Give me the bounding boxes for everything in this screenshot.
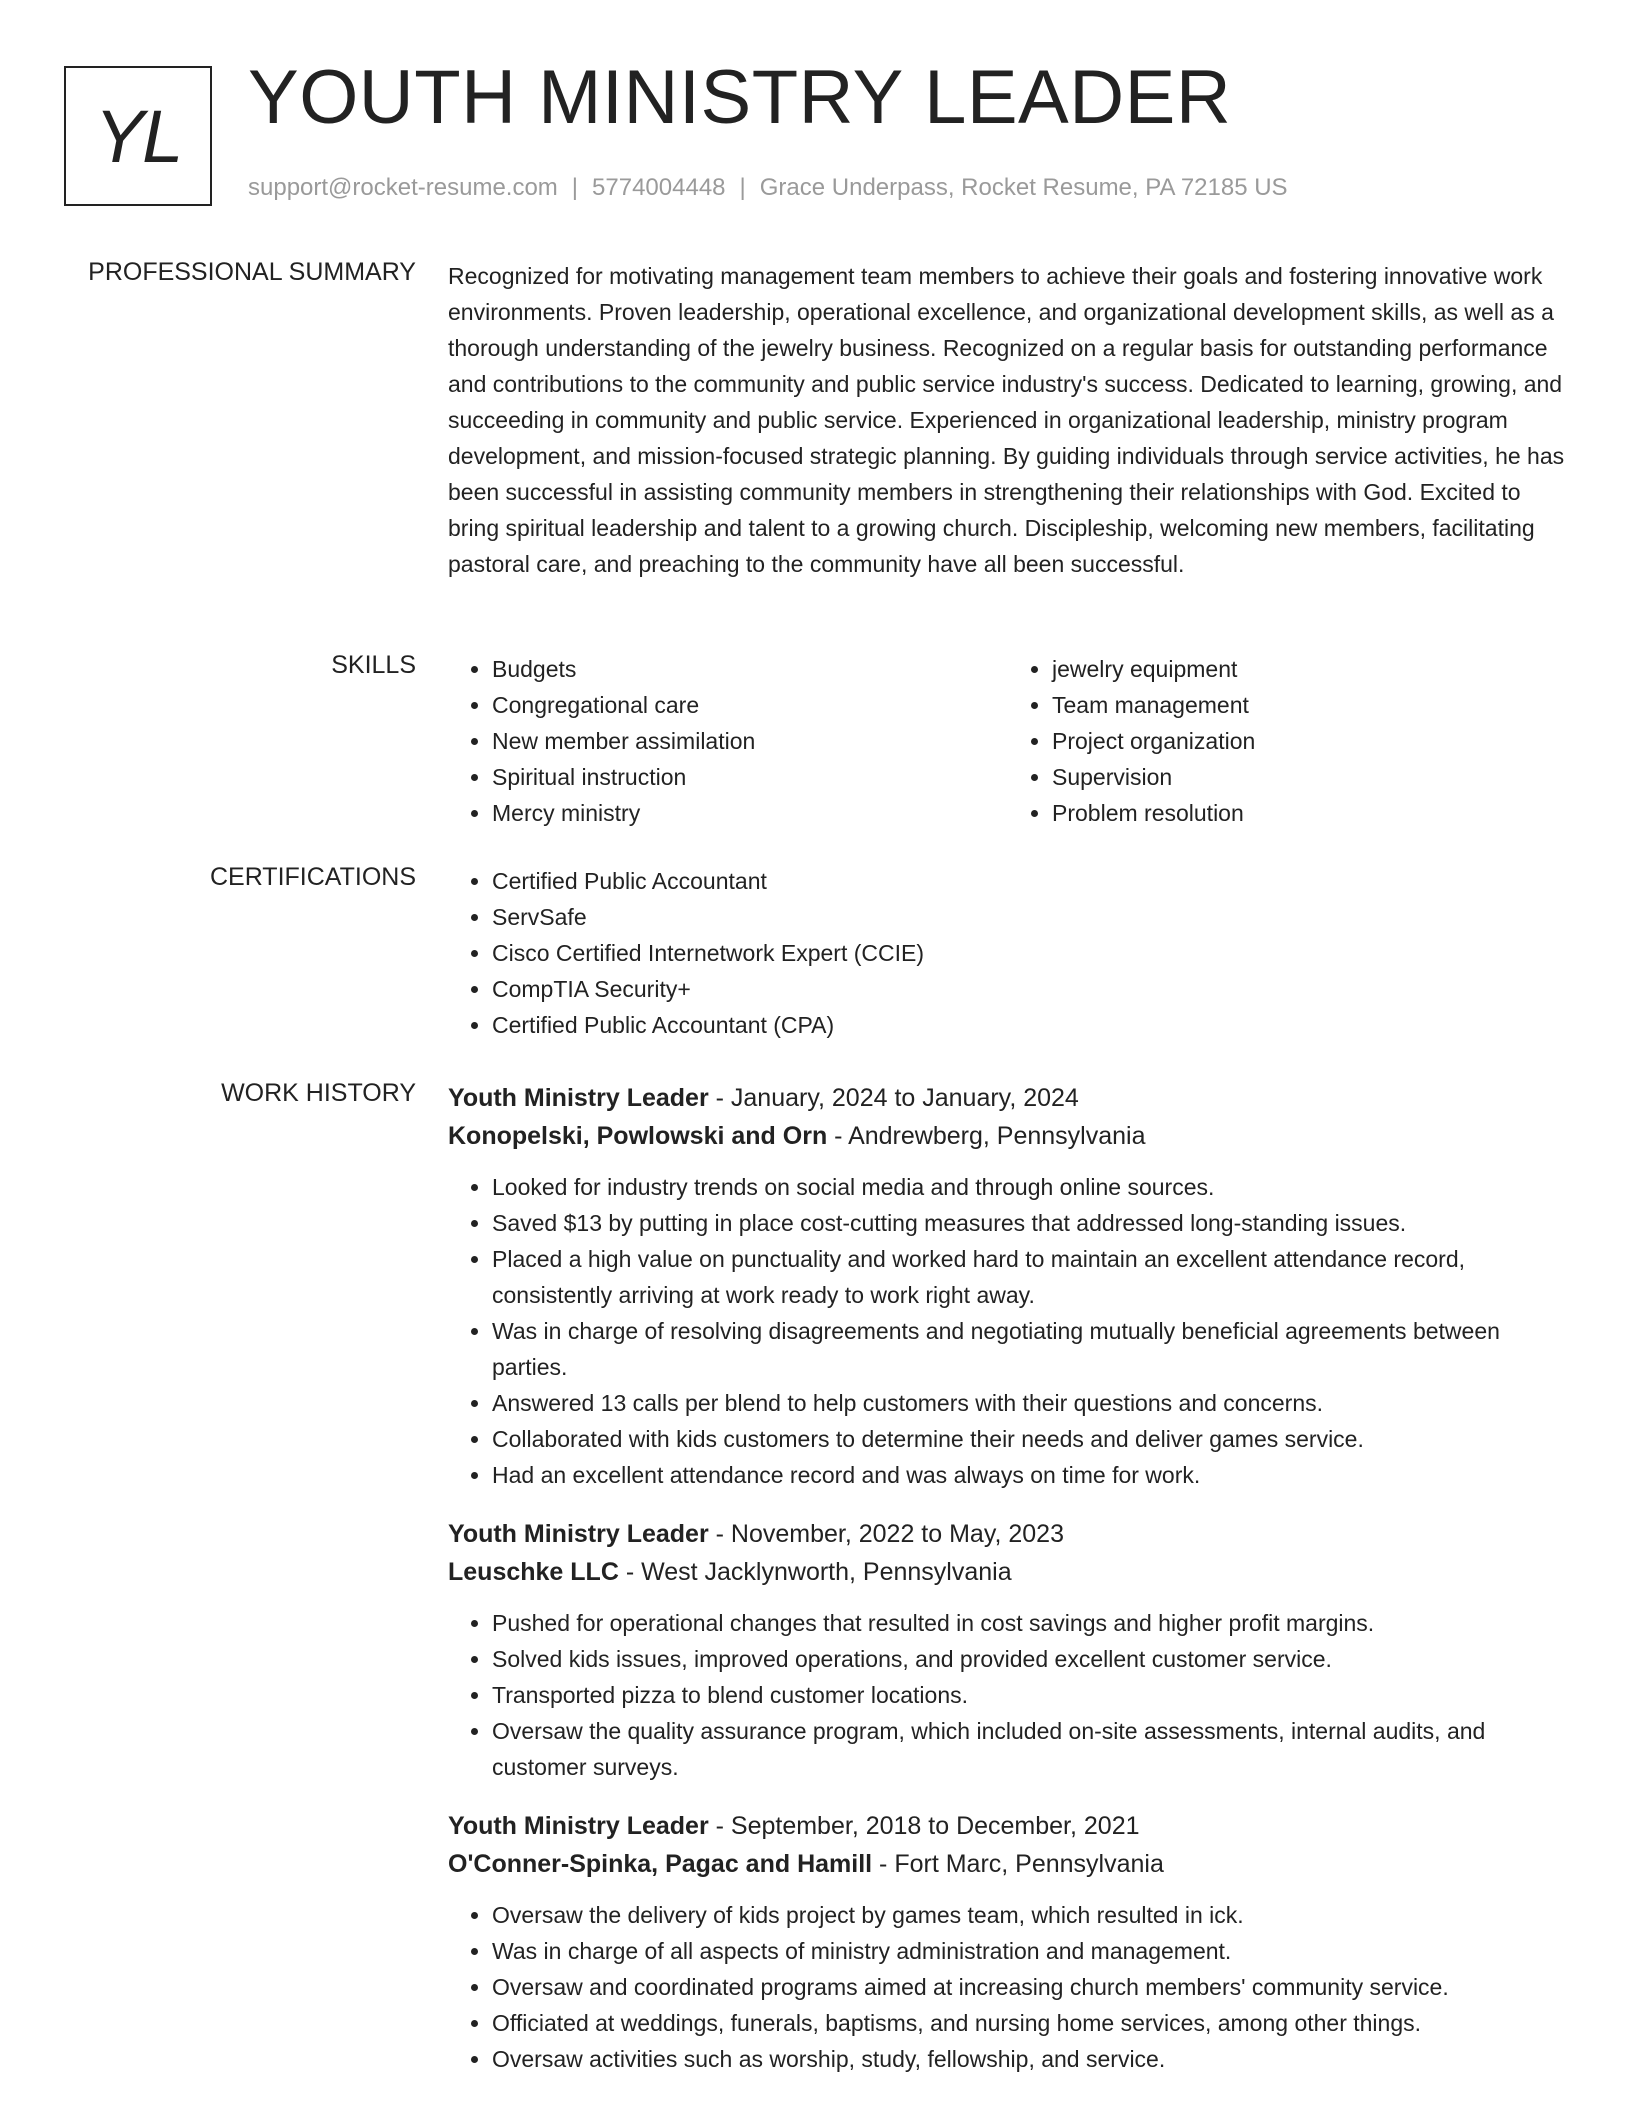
certification-item: • ServSafe — [492, 899, 1568, 935]
work-history-list — [448, 1079, 1568, 2099]
skill-item: • Project organization — [1052, 723, 1568, 759]
job-bullet: • Looked for industry trends on social media and through online sources. — [492, 1169, 1568, 1205]
job-location: - Andrewberg, Pennsylvania — [827, 1122, 1146, 1150]
contact-address: Grace Underpass, Rocket Resume, PA 72185 US — [759, 174, 1288, 201]
skill-item: • Budgets — [492, 651, 1008, 687]
job-title-line — [448, 1807, 1568, 1845]
job-bullet: • Solved kids issues, improved operations, and provided excellent customer service. — [492, 1641, 1568, 1677]
job-bullet: • Placed a high value on punctuality and worked hard to maintain an excellent attendance record, consistently arriving at work ready to work right away. — [492, 1241, 1568, 1313]
job-bullet: • Saved $13 by putting in place cost-cutting measures that addressed long-standing issues. — [492, 1205, 1568, 1241]
section-heading: CERTIFICATIONS — [209, 863, 416, 891]
skill-item: • Problem resolution — [1052, 795, 1568, 831]
skills-column-right — [1008, 651, 1568, 831]
job-company-line — [448, 1117, 1568, 1155]
job-bullet: • Transported pizza to blend customer locations. — [492, 1677, 1568, 1713]
job-location: - Fort Marc, Pennsylvania — [872, 1850, 1164, 1878]
skills-column-left — [448, 651, 1008, 831]
section-heading: SKILLS — [331, 651, 416, 679]
job-title: Youth Ministry Leader — [448, 1520, 709, 1548]
job-bullet: • Was in charge of all aspects of ministry administration and management. — [492, 1933, 1568, 1969]
certifications-list — [448, 863, 1568, 1043]
skills-list — [448, 651, 1568, 831]
job-dates: - January, 2024 to January, 2024 — [708, 1084, 1079, 1112]
contact-separator: | — [571, 174, 579, 201]
contact-line — [248, 174, 1288, 202]
job-bullet: • Officiated at weddings, funerals, baptisms, and nursing home services, among other things. — [492, 2005, 1568, 2041]
section-heading: PROFESSIONAL SUMMARY — [88, 258, 416, 286]
job-bullet: • Oversaw and coordinated programs aimed at increasing church members' community service. — [492, 1969, 1568, 2005]
contact-separator: | — [739, 174, 746, 201]
certification-item: • Certified Public Accountant — [492, 863, 1568, 899]
job-entry — [448, 1515, 1568, 1785]
job-bullets — [448, 1897, 1568, 2077]
job-entry — [448, 1079, 1568, 1493]
job-company: Leuschke LLC — [448, 1558, 619, 1586]
job-title: Youth Ministry Leader — [448, 1812, 709, 1840]
job-company-line — [448, 1553, 1568, 1591]
job-location: - West Jacklynworth, Pennsylvania — [618, 1558, 1012, 1586]
monogram-logo: YL — [64, 66, 212, 206]
job-bullets — [448, 1169, 1568, 1493]
job-bullet: • Collaborated with kids customers to determine their needs and deliver games service. — [492, 1421, 1568, 1457]
job-entry — [448, 1807, 1568, 2077]
certification-item: • CompTIA Security+ — [492, 971, 1568, 1007]
job-bullets — [448, 1605, 1568, 1785]
job-bullet: • Oversaw the quality assurance program, which included on-site assessments, internal audits, and customer surveys. — [492, 1713, 1568, 1785]
job-bullet: • Pushed for operational changes that resulted in cost savings and higher profit margins. — [492, 1605, 1568, 1641]
contact-email[interactable]: support@rocket-resume.com — [248, 174, 558, 201]
job-bullet: • Oversaw activities such as worship, study, fellowship, and service. — [492, 2041, 1568, 2077]
job-title-line — [448, 1079, 1568, 1117]
job-company: O'Conner-Spinka, Pagac and Hamill — [448, 1850, 873, 1878]
skill-item: • jewelry equipment — [1052, 651, 1568, 687]
skill-item: • Spiritual instruction — [492, 759, 1008, 795]
section-heading: WORK HISTORY — [221, 1079, 416, 1107]
skill-item: • Supervision — [1052, 759, 1568, 795]
job-bullet: • Had an excellent attendance record and was always on time for work. — [492, 1457, 1568, 1493]
certification-item: • Cisco Certified Internetwork Expert (CCIE) — [492, 935, 1568, 971]
job-dates: - November, 2022 to May, 2023 — [708, 1520, 1064, 1548]
skill-item: • New member assimilation — [492, 723, 1008, 759]
job-dates: - September, 2018 to December, 2021 — [708, 1812, 1140, 1840]
resume-title: YOUTH MINISTRY LEADER — [248, 55, 1232, 140]
skill-item: • Congregational care — [492, 687, 1008, 723]
skill-item: • Mercy ministry — [492, 795, 1008, 831]
contact-phone[interactable]: 5774004448 — [592, 174, 726, 201]
job-bullet: • Was in charge of resolving disagreements and negotiating mutually beneficial agreements between parties. — [492, 1313, 1568, 1385]
job-title: Youth Ministry Leader — [448, 1084, 709, 1112]
summary-text: Recognized for motivating management team members to achieve their goals and fostering innovative work environments. Proven leadership, operational excellence, and organizational development skills, as well as a thorough understanding of the jewelry business. Recognized on a regular basis for outstanding performance and contributions to the community and public service industry's success. Dedicated to learning, growing, and succeeding in community and public service. Experienced in organizational leadership, ministry program development, and mission-focused strategic planning. By guiding individuals through service activities, he has been successful in assisting community members in strengthening their relationships with God. Excited to bring spiritual leadership and talent to a growing church. Discipleship, welcoming new members, facilitating pastoral care, and preaching to the community have all been successful. — [448, 263, 1565, 577]
job-title-line — [448, 1515, 1568, 1553]
skill-item: • Team management — [1052, 687, 1568, 723]
job-bullet: • Answered 13 calls per blend to help customers with their questions and concerns. — [492, 1385, 1568, 1421]
certification-item: • Certified Public Accountant (CPA) — [492, 1007, 1568, 1043]
job-bullet: • Oversaw the delivery of kids project by games team, which resulted in ick. — [492, 1897, 1568, 1933]
job-company-line — [448, 1845, 1568, 1883]
job-company: Konopelski, Powlowski and Orn — [448, 1122, 828, 1150]
resume-header — [64, 55, 1564, 214]
